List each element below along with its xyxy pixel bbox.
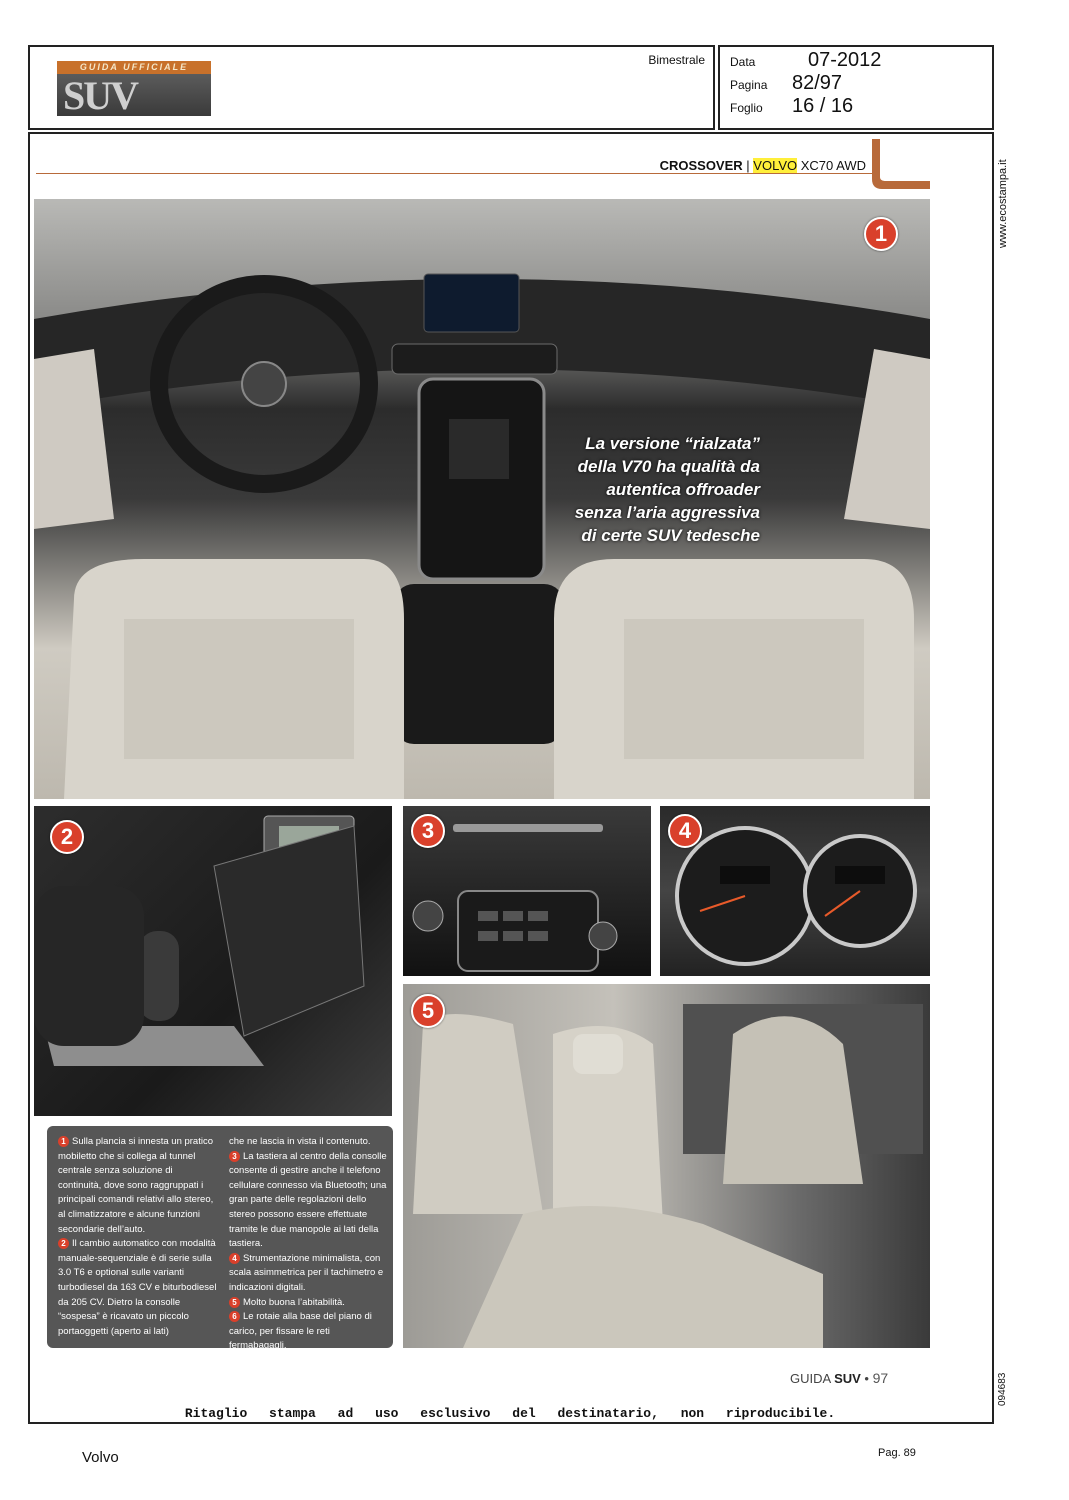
photo-gear-lever [34,806,392,1116]
notes-column-right [229,1135,389,1354]
seats-illustration [403,984,930,1348]
side-url [990,148,1016,248]
date-value: 07-2012 [808,49,882,71]
photo-rear-seats [403,984,930,1348]
footer-suv: SUV [834,1371,861,1386]
section-crossover: CROSSOVER [659,158,743,173]
note-4-text: Strumentazione minimalista, con scala asimmetrica per il tachimetro e indicazioni digitali. [229,1252,384,1293]
photo-badge-3: 3 [411,814,445,848]
note-2-continued: che ne lascia in vista il contenuto. [229,1136,371,1147]
magazine-logo [57,61,211,116]
side-code-text: 094683 [997,1372,1008,1406]
note-2-text: Il cambio automatico con modalità manuale-sequenziale è di serie sulla 3.0 T6 e optional sulle varianti turbodiesel da 163 CV e biturbodiesel da 205 CV. Dietro la consolle “sospesa” è ricavato un piccolo portaoggetti (aperto ai lati) [58,1238,217,1337]
section-rule [36,173,872,174]
note-6-text: Le rotaie alla base del piano di carico, per fissare le reti fermabagagli. [229,1311,372,1352]
footer-page: 97 [872,1370,889,1386]
brand-footer: Volvo [82,1449,119,1466]
logo-top-text: GUIDA UFFICIALE [57,61,211,74]
dashboard-illustration [34,199,930,799]
note-4-number: 4 [229,1253,240,1264]
footer-guida: GUIDA [790,1371,835,1386]
page-number-footer: Pag. 89 [878,1447,916,1459]
photo-console-keypad [403,806,651,976]
note-1-number: 1 [58,1136,69,1147]
note-3-text: La tastiera al centro della consolle consente di gestire anche il telefono cellulare connesso via Bluetooth; una gran parte delle regolazioni dello stereo possono essere effettuate tramite le due manopole ai lati della tastiera. [229,1150,387,1250]
page-value: 82/97 [792,72,843,94]
note-3 [229,1150,389,1252]
note-2-number: 2 [58,1238,69,1249]
notes-box [47,1126,393,1352]
section-header [600,158,866,173]
note-5-text: Molto buona l’abitabilità. [243,1296,345,1308]
corner-decoration [872,139,930,189]
side-code [990,1366,1016,1408]
note-5 [229,1296,389,1311]
section-separator: | [742,158,754,173]
photo-dashboard [34,199,930,799]
photo-instrument-cluster [660,806,930,976]
logo-main-text: SUV [63,73,138,118]
header-left-box [28,45,715,130]
sheet-value: 16 / 16 [792,95,854,117]
side-url-text: www.ecostampa.it [997,159,1009,248]
photo-badge-1: 1 [864,217,898,251]
date-label: Data [730,55,756,69]
sheet-label: Foglio [730,101,763,115]
note-1-text: Sulla plancia si innesta un pratico mobiletto che si collega al tunnel centrale senza soluzione di continuità, dove sono raggruppati i principali comandi relativi allo stereo, al climatizzatore e alcune funzioni secondarie dell’auto. [58,1136,214,1235]
note-1 [58,1135,218,1237]
periodicity: Bimestrale [648,53,705,67]
photo-badge-5: 5 [411,994,445,1028]
footer-bullet: • [860,1371,873,1386]
header-meta-box [718,45,994,130]
gear-illustration [34,806,392,1116]
photo-badge-2: 2 [50,820,84,854]
disclaimer: Ritaglio stampa ad uso esclusivo del destinatario, non riproducibile. [184,1406,836,1421]
magazine-page-footer [790,1370,900,1386]
note-3-number: 3 [229,1151,240,1162]
photo-badge-4: 4 [668,814,702,848]
note-6-number: 6 [229,1311,240,1322]
section-brand: VOLVO [753,158,798,173]
notes-column-left [58,1135,218,1339]
page-label: Pagina [730,78,768,92]
note-2 [58,1237,218,1339]
note-6 [229,1310,389,1354]
note-5-number: 5 [229,1297,240,1308]
photo-caption: La versione “rialzata” della V70 ha qualità da autentica offroader senza l’aria aggressiva di certe SUV tedesche [574,434,760,545]
section-model: XC70 AWD [797,158,866,173]
note-4 [229,1252,389,1296]
